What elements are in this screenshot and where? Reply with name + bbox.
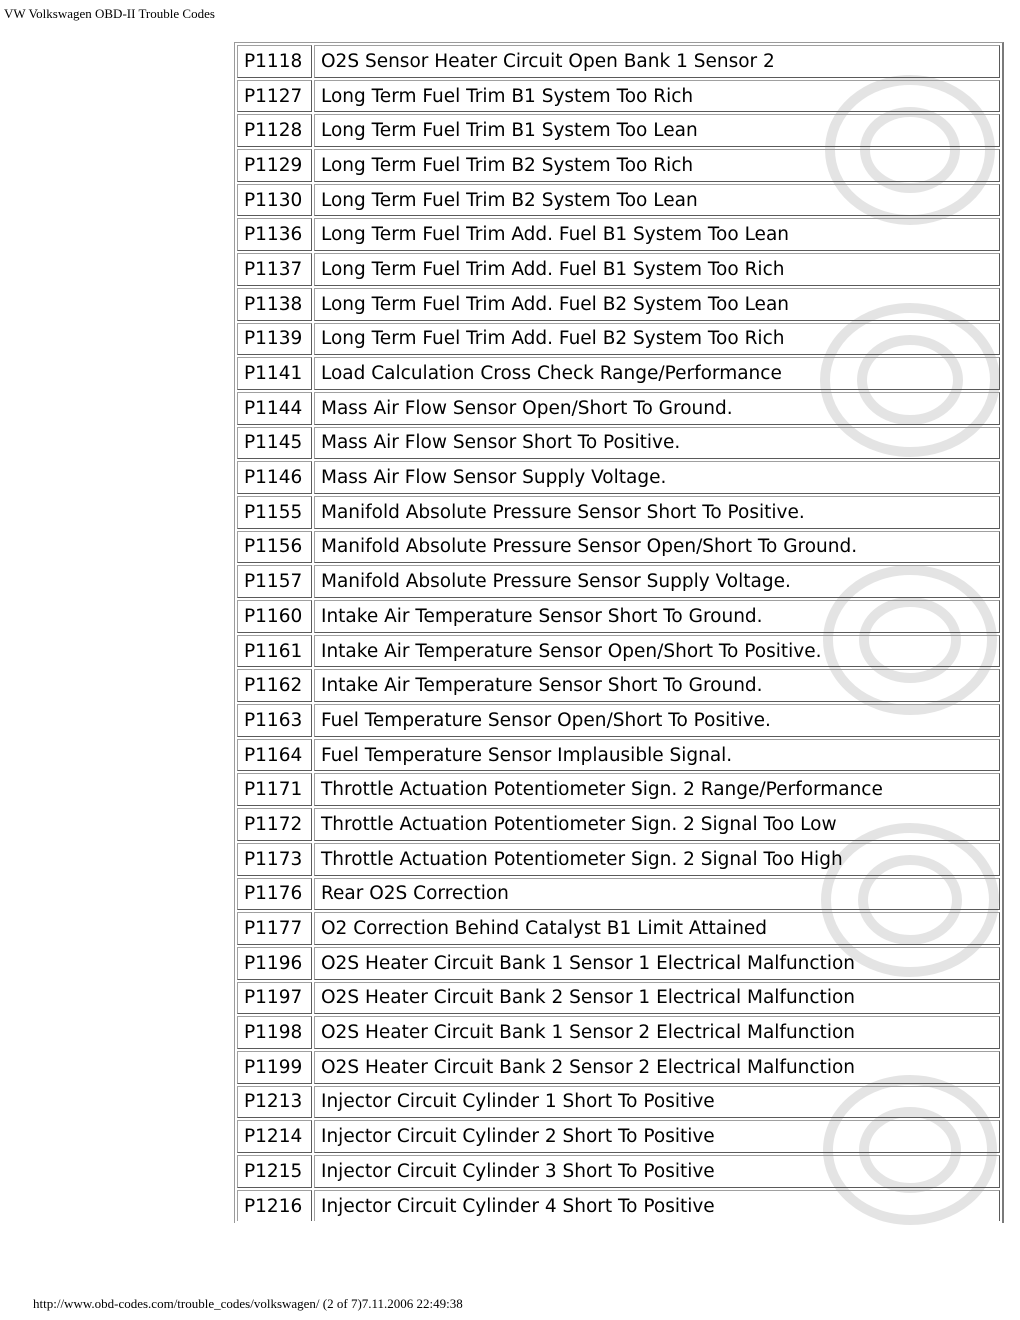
trouble-code-cell: P1198 <box>237 1016 312 1049</box>
table-row <box>237 1086 1000 1119</box>
trouble-code-cell: P1127 <box>237 80 312 113</box>
table-row <box>237 323 1000 356</box>
table-row <box>237 773 1000 806</box>
code-description-cell: Rear O2S Correction <box>314 878 1000 911</box>
code-description-cell: O2S Heater Circuit Bank 1 Sensor 1 Electrical Malfunction <box>314 947 1000 980</box>
table-row <box>237 565 1000 598</box>
table-row <box>237 184 1000 217</box>
trouble-codes-table <box>234 42 1004 1223</box>
code-description-cell: O2S Heater Circuit Bank 1 Sensor 2 Electrical Malfunction <box>314 1016 1000 1049</box>
table-row <box>237 878 1000 911</box>
table-row <box>237 1120 1000 1153</box>
trouble-code-cell: P1137 <box>237 253 312 286</box>
trouble-code-cell: P1155 <box>237 496 312 529</box>
trouble-code-cell: P1157 <box>237 565 312 598</box>
code-description-cell: O2S Heater Circuit Bank 2 Sensor 2 Electrical Malfunction <box>314 1051 1000 1084</box>
table-row <box>237 808 1000 841</box>
page-footer-url: http://www.obd-codes.com/trouble_codes/volkswagen/ (2 of 7)7.11.2006 22:49:38 <box>33 1296 463 1311</box>
table-row <box>237 635 1000 668</box>
trouble-code-cell: P1146 <box>237 461 312 494</box>
code-description-cell: O2S Heater Circuit Bank 2 Sensor 1 Electrical Malfunction <box>314 982 1000 1015</box>
table-row <box>237 1190 1000 1222</box>
table-row <box>237 947 1000 980</box>
code-description-cell: Load Calculation Cross Check Range/Performance <box>314 357 1000 390</box>
table-row <box>237 392 1000 425</box>
table-row <box>237 80 1000 113</box>
page-header-title: VW Volkswagen OBD-II Trouble Codes <box>4 6 215 21</box>
trouble-code-cell: P1171 <box>237 773 312 806</box>
trouble-code-cell: P1177 <box>237 912 312 945</box>
trouble-code-cell: P1216 <box>237 1190 312 1222</box>
trouble-code-cell: P1215 <box>237 1155 312 1188</box>
trouble-code-cell: P1213 <box>237 1086 312 1119</box>
code-description-cell: Mass Air Flow Sensor Short To Positive. <box>314 427 1000 460</box>
table-row <box>237 739 1000 772</box>
table-row <box>237 1016 1000 1049</box>
code-description-cell: Long Term Fuel Trim B1 System Too Rich <box>314 80 1000 113</box>
trouble-code-cell: P1214 <box>237 1120 312 1153</box>
trouble-code-cell: P1172 <box>237 808 312 841</box>
code-description-cell: Manifold Absolute Pressure Sensor Supply Voltage. <box>314 565 1000 598</box>
code-description-cell: Throttle Actuation Potentiometer Sign. 2 Signal Too Low <box>314 808 1000 841</box>
code-description-cell: Long Term Fuel Trim B2 System Too Rich <box>314 149 1000 182</box>
code-description-cell: O2S Sensor Heater Circuit Open Bank 1 Sensor 2 <box>314 45 1000 78</box>
trouble-code-cell: P1173 <box>237 843 312 876</box>
table-row <box>237 669 1000 702</box>
trouble-code-cell: P1145 <box>237 427 312 460</box>
code-description-cell: Manifold Absolute Pressure Sensor Open/Short To Ground. <box>314 531 1000 564</box>
trouble-codes-table-body <box>237 45 1000 1221</box>
table-row <box>237 1051 1000 1084</box>
trouble-code-cell: P1129 <box>237 149 312 182</box>
code-description-cell: Fuel Temperature Sensor Implausible Signal. <box>314 739 1000 772</box>
table-row <box>237 600 1000 633</box>
trouble-code-cell: P1138 <box>237 288 312 321</box>
trouble-code-cell: P1196 <box>237 947 312 980</box>
code-description-cell: Intake Air Temperature Sensor Open/Short To Positive. <box>314 635 1000 668</box>
table-row <box>237 114 1000 147</box>
code-description-cell: O2 Correction Behind Catalyst B1 Limit Attained <box>314 912 1000 945</box>
table-row <box>237 357 1000 390</box>
trouble-code-cell: P1176 <box>237 878 312 911</box>
table-row <box>237 149 1000 182</box>
table-row <box>237 253 1000 286</box>
table-row <box>237 288 1000 321</box>
code-description-cell: Throttle Actuation Potentiometer Sign. 2 Range/Performance <box>314 773 1000 806</box>
table-row <box>237 461 1000 494</box>
code-description-cell: Intake Air Temperature Sensor Short To Ground. <box>314 600 1000 633</box>
table-row <box>237 704 1000 737</box>
table-row <box>237 843 1000 876</box>
table-row <box>237 1155 1000 1188</box>
trouble-code-cell: P1128 <box>237 114 312 147</box>
code-description-cell: Injector Circuit Cylinder 3 Short To Positive <box>314 1155 1000 1188</box>
trouble-code-cell: P1118 <box>237 45 312 78</box>
trouble-code-cell: P1163 <box>237 704 312 737</box>
trouble-code-cell: P1160 <box>237 600 312 633</box>
trouble-code-cell: P1139 <box>237 323 312 356</box>
code-description-cell: Manifold Absolute Pressure Sensor Short To Positive. <box>314 496 1000 529</box>
trouble-code-cell: P1144 <box>237 392 312 425</box>
trouble-code-cell: P1162 <box>237 669 312 702</box>
table-row <box>237 912 1000 945</box>
code-description-cell: Injector Circuit Cylinder 1 Short To Positive <box>314 1086 1000 1119</box>
trouble-code-cell: P1197 <box>237 982 312 1015</box>
table-row <box>237 218 1000 251</box>
code-description-cell: Long Term Fuel Trim B2 System Too Lean <box>314 184 1000 217</box>
table-row <box>237 531 1000 564</box>
table-row <box>237 496 1000 529</box>
code-description-cell: Injector Circuit Cylinder 4 Short To Positive <box>314 1190 1000 1222</box>
table-row <box>237 982 1000 1015</box>
trouble-code-cell: P1136 <box>237 218 312 251</box>
trouble-code-cell: P1156 <box>237 531 312 564</box>
code-description-cell: Injector Circuit Cylinder 2 Short To Positive <box>314 1120 1000 1153</box>
code-description-cell: Mass Air Flow Sensor Open/Short To Ground. <box>314 392 1000 425</box>
table-row <box>237 427 1000 460</box>
trouble-code-cell: P1199 <box>237 1051 312 1084</box>
code-description-cell: Long Term Fuel Trim Add. Fuel B1 System Too Rich <box>314 253 1000 286</box>
code-description-cell: Long Term Fuel Trim Add. Fuel B1 System Too Lean <box>314 218 1000 251</box>
code-description-cell: Mass Air Flow Sensor Supply Voltage. <box>314 461 1000 494</box>
trouble-code-cell: P1164 <box>237 739 312 772</box>
code-description-cell: Long Term Fuel Trim Add. Fuel B2 System Too Lean <box>314 288 1000 321</box>
trouble-code-cell: P1130 <box>237 184 312 217</box>
trouble-code-cell: P1141 <box>237 357 312 390</box>
code-description-cell: Long Term Fuel Trim Add. Fuel B2 System Too Rich <box>314 323 1000 356</box>
trouble-code-cell: P1161 <box>237 635 312 668</box>
table-row <box>237 45 1000 78</box>
code-description-cell: Throttle Actuation Potentiometer Sign. 2 Signal Too High <box>314 843 1000 876</box>
code-description-cell: Intake Air Temperature Sensor Short To Ground. <box>314 669 1000 702</box>
code-description-cell: Fuel Temperature Sensor Open/Short To Positive. <box>314 704 1000 737</box>
code-description-cell: Long Term Fuel Trim B1 System Too Lean <box>314 114 1000 147</box>
